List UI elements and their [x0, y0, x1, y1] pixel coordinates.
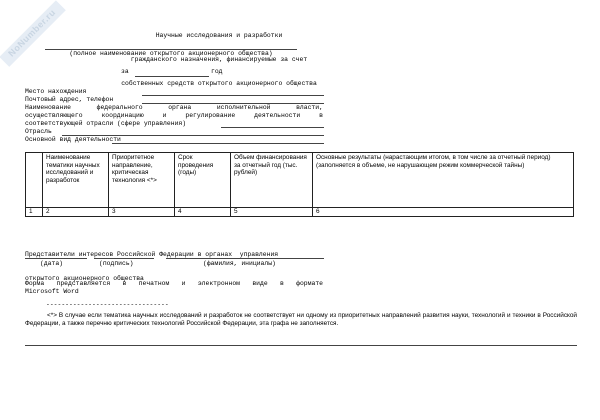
footnote: <*> В случае если тематика научных исследований и разработок не соответствует ни одному из приоритетных направлений развития науки, технологий и техники в Российской Федерации, а также перечню критических технологий Российской Федерации, эта графа не заполняется. [25, 312, 577, 327]
footnote-separator: -------------------------------- [46, 301, 169, 308]
title-line-1: Научные исследования и разработки [155, 32, 283, 39]
location-line[interactable] [142, 95, 324, 96]
period-year-line[interactable] [135, 76, 209, 77]
representatives-line-1: Представители интересов Российской Федерации в органах управления [25, 251, 279, 258]
date-line[interactable] [25, 258, 87, 259]
number-cell: 2 [43, 208, 109, 217]
header-cell: Наименование тематики научных исследований и разработок [43, 153, 109, 208]
period-prefix: за [121, 68, 129, 75]
industry-label: Отрасль [25, 128, 52, 135]
number-cell: 5 [231, 208, 313, 217]
header-cell: Срок проведения (годы) [175, 153, 231, 208]
signature-caption: (подпись) [99, 260, 134, 267]
name-caption: (фамилия, инициалы) [203, 260, 276, 267]
watermark-text: NoNumber.ru [6, 7, 58, 59]
watermark [0, 0, 74, 75]
header-cell: Приоритетное направление, критическая технология <*> [109, 153, 175, 208]
authority-line-1: Наименование федерального органа исполнительной власти, [25, 104, 323, 111]
main-activity-label: Основной вид деятельности [25, 136, 121, 143]
authority-line-3: соответствующей отрасли (сфере управления) [25, 120, 187, 127]
signature-line[interactable] [94, 258, 154, 259]
date-caption: (дата) [40, 260, 64, 267]
bottom-rule [25, 345, 577, 346]
form-note-line-2: Microsoft Word [25, 288, 79, 295]
org-caption: (полное наименование открытого акционерного общества) [69, 50, 273, 57]
title-line-2: гражданского назначения, финансируемые за счет [130, 56, 308, 63]
authority-line[interactable] [221, 127, 324, 128]
number-cell: 1 [26, 208, 43, 217]
header-cell: Основные результаты (нарастающим итогом, в том числе за отчетный период) (заполняется в объеме, не нарушающем режим коммерческой тайны) [313, 153, 574, 208]
header-cell: Объем финансирования за отчетный год (тыс. рублей) [231, 153, 313, 208]
authority-line-2: осуществляющего координацию и регулирование деятельности в [25, 112, 323, 119]
number-cell: 3 [109, 208, 175, 217]
name-line[interactable] [166, 258, 324, 259]
form-note-line-1: Форма представляется в печатном и электронном виде в формате [25, 280, 323, 287]
period-suffix: год [211, 68, 223, 75]
number-cell: 4 [175, 208, 231, 217]
number-cell: 6 [313, 208, 574, 217]
header-cell [26, 153, 43, 208]
postal-label: Почтовый адрес, телефон [25, 96, 114, 103]
research-table [25, 152, 574, 217]
table-header-row [26, 153, 574, 208]
title-line-3: собственных средств открытого акционерного общества [121, 80, 317, 87]
representatives-line-2: открытого акционерного общества [25, 275, 144, 282]
main-activity-line[interactable] [112, 143, 324, 144]
table-number-row [26, 208, 574, 217]
location-label: Место нахождения [25, 88, 87, 95]
